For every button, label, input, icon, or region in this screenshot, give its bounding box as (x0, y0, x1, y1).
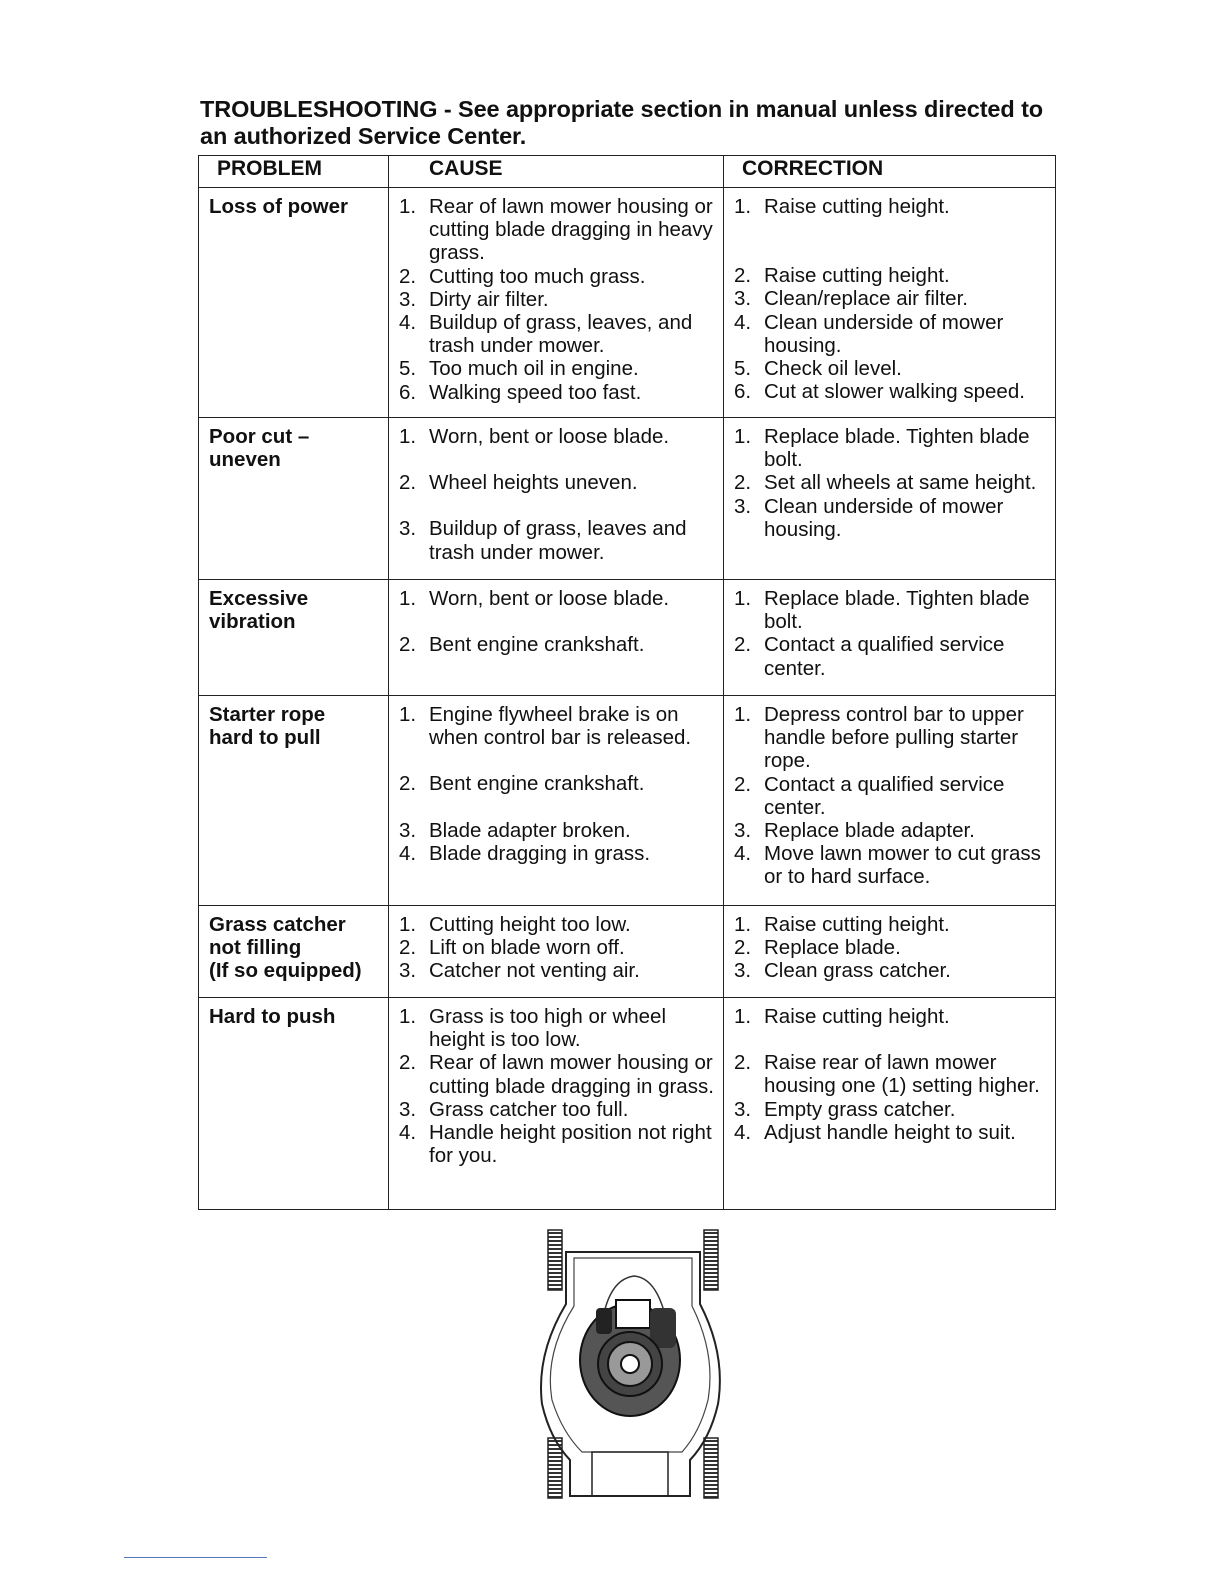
correction-item: 3. Clean/replace air filter. (734, 287, 968, 311)
correction-item: 2. Raise rear of lawn mower housing one (1) setting higher. (734, 1051, 1040, 1098)
cause-item: 2. Rear of lawn mower housing or cutting blade dragging in grass. (399, 1051, 714, 1098)
problem-text: uneven (209, 448, 281, 472)
problem-cell (199, 418, 389, 580)
correction-cell (724, 580, 1056, 696)
cause-item: 2. Cutting too much grass. (399, 264, 646, 288)
cause-item: 4. Handle height position not right for you. (399, 1121, 712, 1168)
problem-text: not filling (209, 936, 302, 960)
correction-item: 1. Raise cutting height. (734, 913, 950, 936)
cause-item: 2. Wheel heights uneven. (399, 471, 638, 495)
footer-divider (124, 1557, 267, 1558)
correction-cell (724, 998, 1056, 1210)
cause-item: 4. Buildup of grass, leaves, and trash under mower. (399, 311, 693, 358)
cause-item: 1. Engine flywheel brake is on when control bar is released. (399, 703, 692, 750)
problem-cell (199, 188, 389, 418)
correction-item: 4. Adjust handle height to suit. (734, 1120, 1016, 1144)
problem-text: Poor cut – (209, 425, 310, 448)
cause-item: 6. Walking speed too fast. (399, 380, 642, 404)
correction-item: 3. Clean underside of mower housing. (734, 494, 1004, 541)
problem-text: vibration (209, 610, 296, 634)
correction-item: 1. Raise cutting height. (734, 1005, 950, 1028)
problem-cell (199, 906, 389, 998)
correction-item: 1. Raise cutting height. (734, 195, 950, 218)
table-row (199, 696, 1056, 906)
correction-item: 2. Set all wheels at same height. (734, 471, 1037, 495)
correction-item: 1. Replace blade. Tighten blade bolt. (734, 587, 1030, 634)
cause-item: 4. Blade dragging in grass. (399, 841, 651, 865)
problem-text: hard to pull (209, 726, 321, 750)
cause-cell (389, 998, 724, 1210)
table-row (199, 188, 1056, 418)
correction-item: 4. Move lawn mower to cut grass or to hard surface. (734, 842, 1041, 889)
cause-item: 1. Grass is too high or wheel height is too low. (399, 1005, 667, 1052)
problem-text: Starter rope (209, 703, 326, 726)
troubleshooting-table (198, 155, 1056, 1210)
correction-item: 2. Contact a qualified service center. (734, 633, 1005, 680)
correction-item: 2. Replace blade. (734, 936, 901, 960)
correction-item: 1. Replace blade. Tighten blade bolt. (734, 425, 1030, 472)
correction-item: 3. Clean grass catcher. (734, 959, 951, 983)
correction-item: 3. Replace blade adapter. (734, 819, 975, 843)
table-row (199, 580, 1056, 696)
table-row (199, 418, 1056, 580)
cause-item: 1. Worn, bent or loose blade. (399, 587, 670, 610)
lawn-mower-underside-illustration (530, 1224, 730, 1504)
column-header-problem: PROBLEM (199, 156, 389, 188)
correction-item: 2. Contact a qualified service center. (734, 772, 1005, 819)
column-header-correction: CORRECTION (724, 156, 1056, 188)
cause-cell (389, 696, 724, 906)
cause-item: 2. Bent engine crankshaft. (399, 633, 645, 657)
cause-item: 3. Dirty air filter. (399, 287, 549, 311)
cause-item: 5. Too much oil in engine. (399, 357, 639, 381)
cause-cell (389, 418, 724, 580)
correction-cell (724, 418, 1056, 580)
correction-item: 3. Empty grass catcher. (734, 1097, 956, 1121)
problem-cell (199, 580, 389, 696)
problem-text: Loss of power (209, 195, 348, 218)
problem-text: Grass catcher (209, 913, 346, 936)
correction-item: 5. Check oil level. (734, 357, 902, 381)
cause-item: 1. Worn, bent or loose blade. (399, 425, 670, 448)
correction-cell (724, 188, 1056, 418)
problem-text: Hard to push (209, 1005, 336, 1028)
correction-item: 4. Clean underside of mower housing. (734, 310, 1004, 357)
table-row (199, 906, 1056, 998)
problem-text: Excessive (209, 587, 309, 610)
correction-item: 6. Cut at slower walking speed. (734, 380, 1025, 404)
wheel-front-right (704, 1230, 718, 1290)
cause-item: 1. Rear of lawn mower housing or cutting blade dragging in heavy grass. (399, 195, 713, 265)
correction-cell (724, 696, 1056, 906)
table-row (199, 998, 1056, 1210)
problem-cell (199, 998, 389, 1210)
cause-cell (389, 906, 724, 998)
wheel-rear-right (704, 1438, 718, 1498)
cause-item: 2. Bent engine crankshaft. (399, 772, 645, 796)
correction-cell (724, 906, 1056, 998)
cause-item: 2. Lift on blade worn off. (399, 936, 625, 960)
cause-cell (389, 580, 724, 696)
cause-item: 3. Buildup of grass, leaves and trash under mower. (399, 517, 687, 564)
cause-item: 3. Catcher not venting air. (399, 959, 640, 983)
cause-cell (389, 188, 724, 418)
problem-cell (199, 696, 389, 906)
table-header-row (199, 156, 1056, 188)
page-title: TROUBLESHOOTING - See appropriate section in manual unless directed to an authorized Service Center. (200, 96, 1044, 149)
correction-item: 1. Depress control bar to upper handle before pulling starter rope. (734, 703, 1024, 773)
cause-item: 1. Cutting height too low. (399, 913, 631, 936)
correction-item: 2. Raise cutting height. (734, 264, 950, 288)
column-header-cause: CAUSE (389, 156, 724, 188)
wheel-front-left (548, 1230, 562, 1290)
cause-item: 3. Grass catcher too full. (399, 1097, 629, 1121)
problem-text: (If so equipped) (209, 959, 362, 983)
cause-item: 3. Blade adapter broken. (399, 818, 631, 842)
